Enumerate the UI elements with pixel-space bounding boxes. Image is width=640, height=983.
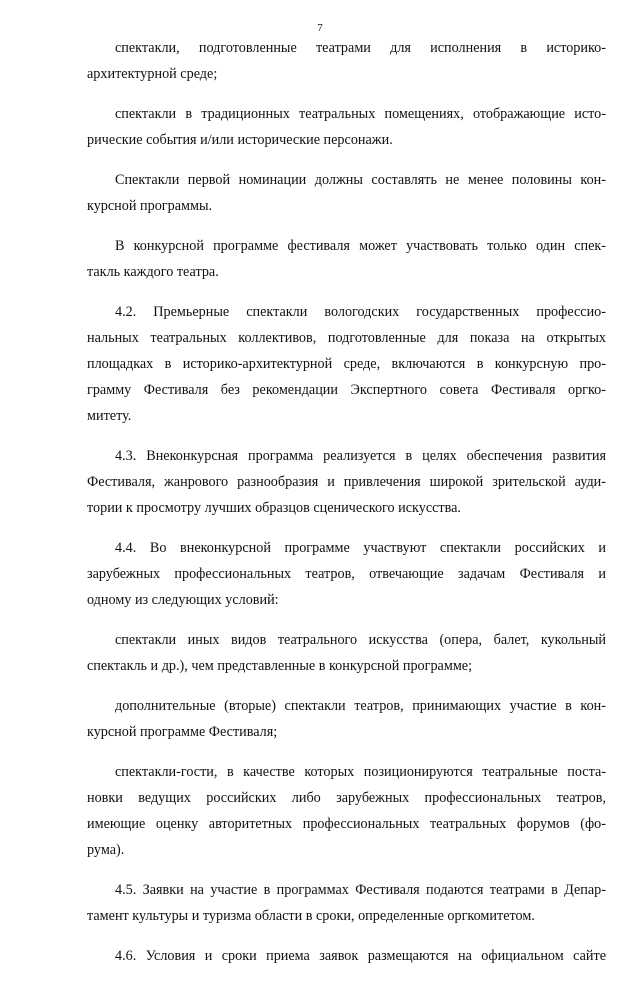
text-line: В конкурсной программе фестиваля может участвовать только один спек- bbox=[115, 238, 606, 254]
text-line: такль каждого театра. bbox=[87, 264, 219, 280]
paragraph bbox=[87, 443, 606, 521]
paragraph bbox=[87, 101, 606, 153]
paragraph bbox=[87, 299, 606, 429]
text-line: грамму Фестиваля без рекомендации Экспертного совета Фестиваля оргко- bbox=[87, 382, 606, 398]
paragraph bbox=[87, 759, 606, 863]
text-line: курсной программы. bbox=[87, 198, 213, 214]
text-line: архитектурной среде; bbox=[87, 66, 218, 82]
text-line: спектакль и др.), чем представленные в конкурсной программе; bbox=[87, 658, 473, 674]
text-line: площадках в историко-архитектурной среде, включаются в конкурсную про- bbox=[87, 356, 606, 372]
text-line: спектакли-гости, в качестве которых позиционируются театральные поста- bbox=[115, 764, 606, 780]
text-line: одному из следующих условий: bbox=[87, 592, 279, 608]
paragraph bbox=[87, 535, 606, 613]
text-line: 4.4. Во внеконкурсной программе участвуют спектакли российских и bbox=[115, 540, 606, 556]
paragraph bbox=[87, 233, 606, 285]
text-line: Спектакли первой номинации должны составлять не менее половины кон- bbox=[115, 172, 606, 188]
text-line: 4.6. Условия и сроки приема заявок размещаются на официальном сайте bbox=[115, 948, 606, 964]
text-line: спектакли, подготовленные театрами для исполнения в историко- bbox=[115, 40, 606, 56]
page-number: 7 bbox=[317, 22, 323, 34]
text-line: Фестиваля, жанрового разнообразия и привлечения широкой зрительской ауди- bbox=[87, 474, 606, 490]
text-line: митету. bbox=[87, 408, 132, 424]
paragraph bbox=[87, 167, 606, 219]
text-line: рума). bbox=[87, 842, 125, 858]
text-line: имеющие оценку авторитетных профессиональных театральных форумов (фо- bbox=[87, 816, 606, 832]
paragraph bbox=[87, 943, 606, 969]
paragraph bbox=[87, 627, 606, 679]
text-line: нальных театральных коллективов, подготовленные для показа на открытых bbox=[87, 330, 606, 346]
paragraph bbox=[87, 877, 606, 929]
text-line: дополнительные (вторые) спектакли театров, принимающих участие в кон- bbox=[115, 698, 606, 714]
text-line: 4.3. Внеконкурсная программа реализуется в целях обеспечения развития bbox=[115, 448, 606, 464]
paragraph bbox=[87, 693, 606, 745]
text-line: спектакли в традиционных театральных помещениях, отображающие исто- bbox=[115, 106, 606, 122]
document-body bbox=[87, 35, 606, 983]
text-line: 4.2. Премьерные спектакли вологодских государственных профессио- bbox=[115, 304, 606, 320]
paragraph bbox=[87, 35, 606, 87]
text-line: зарубежных профессиональных театров, отвечающие задачам Фестиваля и bbox=[87, 566, 606, 582]
text-line: тории к просмотру лучших образцов сценического искусства. bbox=[87, 500, 461, 516]
text-line: рические события и/или исторические персонажи. bbox=[87, 132, 393, 148]
text-line: 4.5. Заявки на участие в программах Фестиваля подаются театрами в Депар- bbox=[115, 882, 606, 898]
text-line: новки ведущих российских либо зарубежных профессиональных театров, bbox=[87, 790, 606, 806]
text-line: спектакли иных видов театрального искусства (опера, балет, кукольный bbox=[115, 632, 606, 648]
text-line: тамент культуры и туризма области в сроки, определенные оргкомитетом. bbox=[87, 908, 535, 924]
text-line: курсной программе Фестиваля; bbox=[87, 724, 278, 740]
